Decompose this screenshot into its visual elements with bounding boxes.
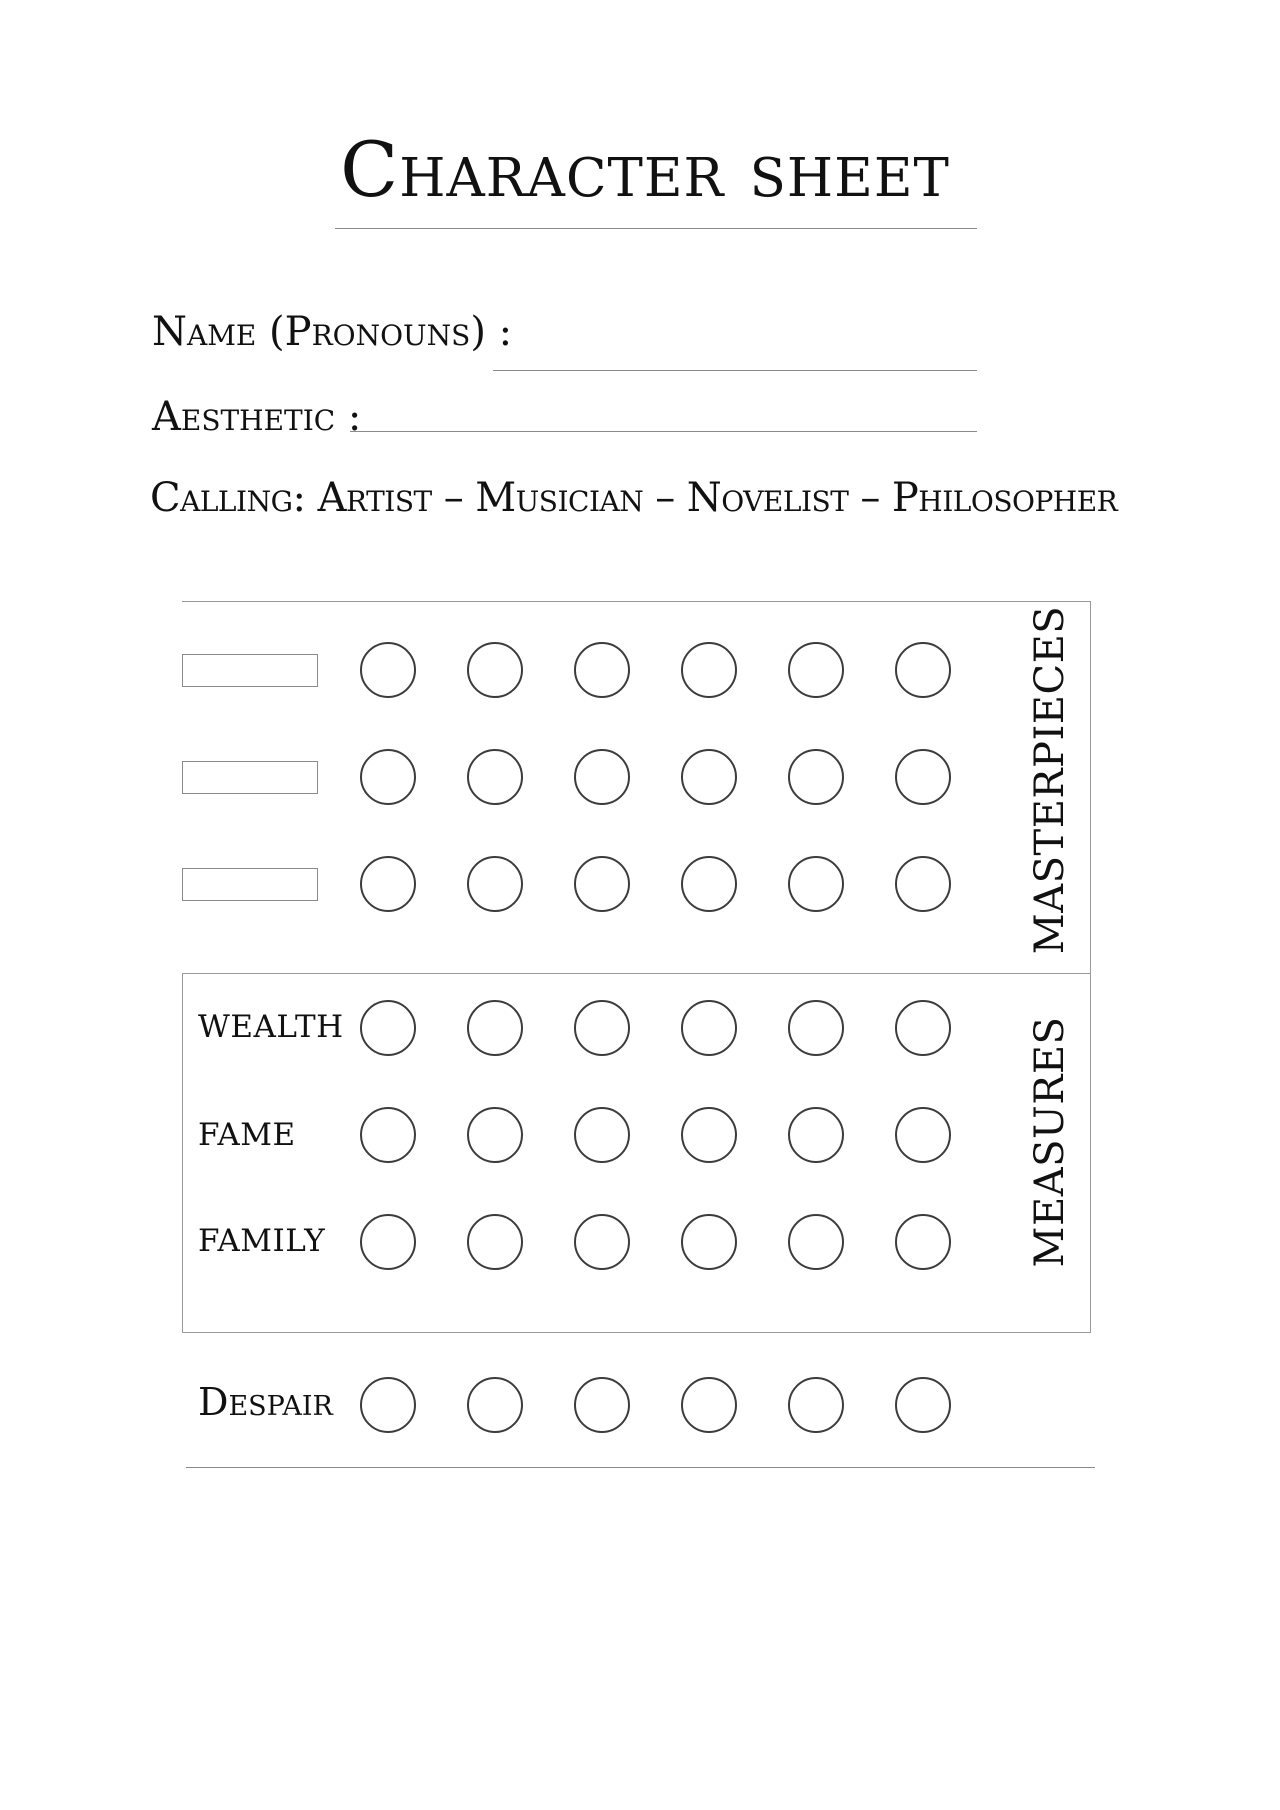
masterpiece-circle[interactable] <box>788 749 844 805</box>
despair-circle[interactable] <box>574 1377 630 1433</box>
masterpiece-circle[interactable] <box>681 856 737 912</box>
masterpiece-circle[interactable] <box>574 642 630 698</box>
measures-label: MEASURES <box>1027 1016 1073 1268</box>
measure-circle-wealth[interactable] <box>788 1000 844 1056</box>
despair-label: Despair <box>198 1380 333 1424</box>
masterpiece-circle[interactable] <box>895 856 951 912</box>
calling-option-musician[interactable]: Musician <box>475 475 644 521</box>
masterpiece-circle[interactable] <box>360 749 416 805</box>
masterpiece-circle[interactable] <box>788 642 844 698</box>
masterpiece-circle[interactable] <box>895 642 951 698</box>
masterpiece-circle[interactable] <box>467 856 523 912</box>
measure-label-wealth: WEALTH <box>198 1009 344 1045</box>
masterpiece-circle[interactable] <box>360 642 416 698</box>
masterpieces-label: MASTERPIECES <box>1027 605 1073 955</box>
name-pronouns-line[interactable] <box>493 370 977 371</box>
masterpieces-frame <box>182 601 1091 974</box>
despair-circle[interactable] <box>360 1377 416 1433</box>
measure-circle-wealth[interactable] <box>681 1000 737 1056</box>
calling-options <box>150 475 1118 521</box>
masterpiece-name-field[interactable] <box>182 654 318 687</box>
masterpiece-circle[interactable] <box>467 749 523 805</box>
masterpiece-circle[interactable] <box>681 642 737 698</box>
measure-label-family: FAMILY <box>198 1223 326 1259</box>
measure-circle-family[interactable] <box>360 1214 416 1270</box>
masterpiece-name-field[interactable] <box>182 868 318 901</box>
calling-separator: – <box>443 475 464 521</box>
despair-circle[interactable] <box>681 1377 737 1433</box>
masterpiece-circle[interactable] <box>681 749 737 805</box>
measure-circle-family[interactable] <box>574 1214 630 1270</box>
calling-separator: – <box>655 475 675 521</box>
measure-circle-fame[interactable] <box>574 1107 630 1163</box>
calling-option-novelist[interactable]: Novelist <box>686 475 849 521</box>
measure-circle-wealth[interactable] <box>360 1000 416 1056</box>
aesthetic-line[interactable] <box>350 431 977 432</box>
calling-label: Calling: <box>150 475 306 521</box>
measure-circle-fame[interactable] <box>681 1107 737 1163</box>
masterpiece-circle[interactable] <box>574 749 630 805</box>
calling-option-philosopher[interactable]: Philosopher <box>891 475 1118 521</box>
measure-label-fame: FAME <box>198 1117 296 1153</box>
masterpiece-circle[interactable] <box>574 856 630 912</box>
measure-circle-wealth[interactable] <box>467 1000 523 1056</box>
measure-circle-wealth[interactable] <box>574 1000 630 1056</box>
measure-circle-fame[interactable] <box>360 1107 416 1163</box>
measure-circle-fame[interactable] <box>895 1107 951 1163</box>
despair-circle[interactable] <box>467 1377 523 1433</box>
title-underline <box>335 228 977 229</box>
measure-circle-fame[interactable] <box>467 1107 523 1163</box>
masterpiece-circle[interactable] <box>360 856 416 912</box>
calling-option-artist[interactable]: Artist <box>317 475 432 521</box>
masterpiece-circle[interactable] <box>467 642 523 698</box>
masterpiece-circle[interactable] <box>788 856 844 912</box>
calling-separator: – <box>860 475 880 521</box>
measure-circle-family[interactable] <box>467 1214 523 1270</box>
measure-circle-wealth[interactable] <box>895 1000 951 1056</box>
despair-circle[interactable] <box>788 1377 844 1433</box>
despair-underline <box>186 1467 1095 1468</box>
masterpiece-name-field[interactable] <box>182 761 318 794</box>
name-pronouns-label: Name (Pronouns) : <box>152 309 513 355</box>
measure-circle-family[interactable] <box>681 1214 737 1270</box>
masterpiece-circle[interactable] <box>895 749 951 805</box>
measure-circle-fame[interactable] <box>788 1107 844 1163</box>
page-title: Character sheet <box>340 125 950 214</box>
aesthetic-label: Aesthetic : <box>152 394 362 440</box>
measure-circle-family[interactable] <box>895 1214 951 1270</box>
despair-circle[interactable] <box>895 1377 951 1433</box>
measure-circle-family[interactable] <box>788 1214 844 1270</box>
